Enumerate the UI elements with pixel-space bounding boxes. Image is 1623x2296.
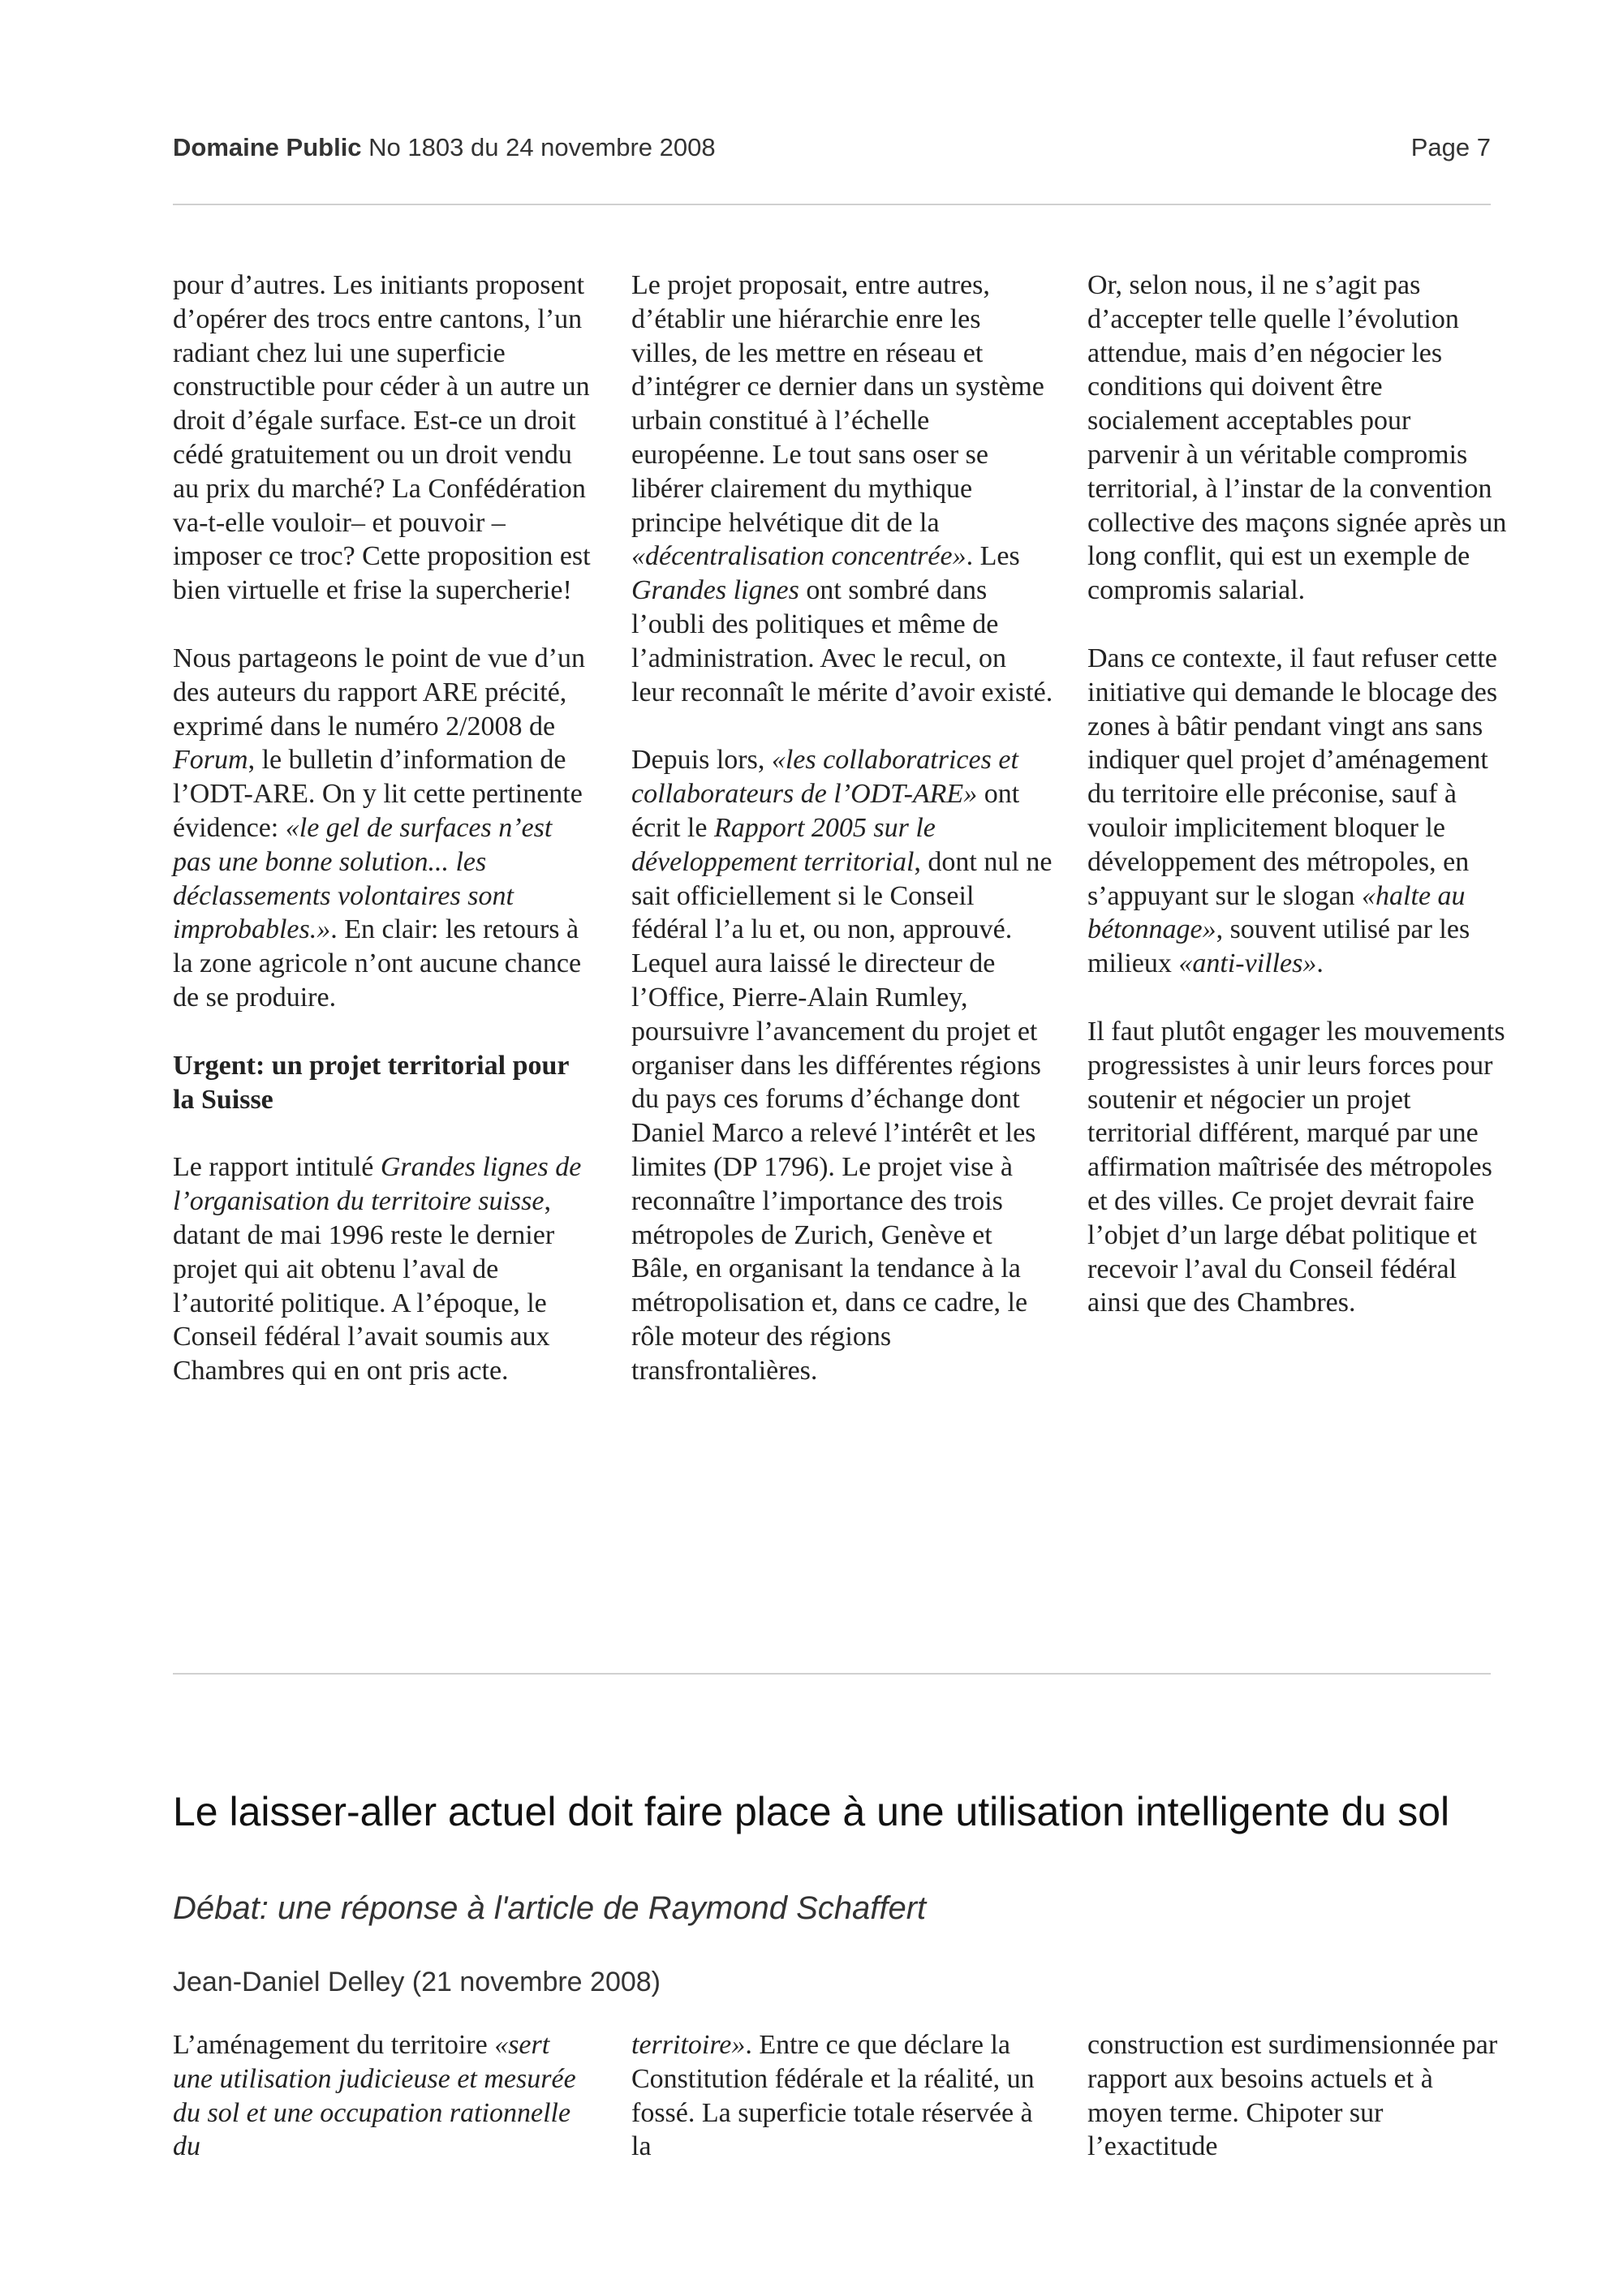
article2-column-1 (173, 2028, 595, 2164)
text-run: . Les (966, 541, 1020, 572)
article1-column-2 (631, 269, 1053, 1388)
paragraph (631, 269, 1053, 709)
text-run: . Entre ce que déclare la Constitution fédérale et la réalité, un fossé. La superficie totale réservée à la (631, 2030, 1035, 2162)
quotation: «anti-villes» (1178, 948, 1317, 979)
quotation: «le gel de surfaces n’est pas une bonne solution... les déclassements volontaires sont improbables.» (173, 812, 553, 945)
page-number: Page 7 (1410, 133, 1491, 161)
text-run: Le projet proposait, entre autres, d’établir une hiérarchie enre les villes, de les mettre en réseau et d’intégrer ce dernier dans un système urbain constitué à l’échelle européenne. Le tout sans oser se libérer clairement du mythique principe helvétique dit de la (631, 270, 1044, 538)
text-run: L’aménagement du territoire (173, 2030, 495, 2060)
article1-column-1 (173, 269, 595, 1388)
text-run: . En clair: les retours à la zone agricole n’ont aucune chance de se produire. (173, 914, 582, 1013)
paragraph (173, 642, 595, 1015)
article-title: Le laisser-aller actuel doit faire place à une utilisation intelligente du sol (173, 1789, 1450, 1834)
text-run: Le rapport intitulé (173, 1152, 381, 1183)
text-run: Dans ce contexte, il faut refuser cette initiative qui demande le blocage des zones à bâtir pendant vingt ans sans indiquer quel projet d’aménagement du territoire elle préconise, sauf à vouloir implicitement bloquer le développement des métropoles, en s’appuyant sur le slogan (1087, 643, 1498, 911)
report-title: Rapport 2005 sur le développement territorial (631, 812, 936, 877)
issue-info: No 1803 du 24 novembre 2008 (368, 133, 716, 161)
paragraph: pour d’autres. Les initiants proposent d’opérer des trocs entre cantons, l’un radiant chez lui une superficie constructible pour céder à un autre un droit d’égale surface. Est-ce un droit cédé gratuitement ou un droit vendu au prix du marché? La Confédération va-t-elle vouloir– et pouvoir – imposer ce troc? Cette proposition est bien virtuelle et frise la supercherie! (173, 270, 591, 606)
text-run: ont écrit le (631, 779, 1020, 843)
section-heading: Urgent: un projet territorial pour la Suisse (173, 1050, 569, 1115)
paragraph (631, 2028, 1053, 2164)
article-divider (173, 1673, 1491, 1675)
text-run: ont sombré dans l’oubli des politiques et même de l’administration. Avec le recul, on leur reconnaît le mérite d’avoir existé. (631, 575, 1053, 707)
article2-column-3 (1087, 2028, 1509, 2164)
paragraph (173, 2028, 595, 2164)
quotation: «sert une utilisation judicieuse et mesurée du sol et une occupation rationnelle du (173, 2030, 576, 2162)
paragraph (631, 743, 1053, 1387)
article2-column-2 (631, 2028, 1053, 2164)
header-divider (173, 204, 1491, 205)
quotation: «halte au bétonnage» (1087, 880, 1466, 945)
report-title: Grandes lignes (631, 575, 799, 606)
quotation: territoire» (631, 2030, 746, 2060)
text-run: , dont nul ne sait officiellement si le Conseil fédéral l’a lu et, ou non, approuvé. Lequel aura laissé le directeur de l’Office, Pierre-Alain Rumley, poursuivre l’avancement du projet et organiser dans les différentes régions du pays ces forums d’échange dont Daniel Marco a relevé l’intérêt et les limites (DP 1796). Le projet vise à reconnaître l’importance des trois métropoles de Zurich, Genève et Bâle, en organisant la tendance à la métropolisation et, dans ce cadre, le rôle moteur des régions transfrontalières. (631, 846, 1053, 1386)
quotation: «décentralisation concentrée» (631, 541, 966, 572)
publication-name: Domaine Public (173, 133, 362, 161)
text-run: , le bulletin d’information de l’ODT-ARE. On y lit cette pertinente évidence: (173, 745, 583, 843)
quotation: «les collaboratrices et collaborateurs de l’ODT-ARE» (631, 745, 1018, 810)
paragraph (1087, 642, 1509, 981)
paragraph (173, 1150, 595, 1388)
text-run: , souvent utilisé par les milieux (1087, 914, 1470, 979)
article1-column-3 (1087, 269, 1509, 1320)
page-header (173, 133, 1491, 174)
text-run: Nous partageons le point de vue d’un des auteurs du rapport ARE précité, exprimé dans le numéro 2/2008 de (173, 643, 585, 742)
article-byline: Jean-Daniel Delley (21 novembre 2008) (173, 1967, 661, 1997)
text-run: . (1316, 948, 1324, 979)
paragraph: Il faut plutôt engager les mouvements progressistes à unir leurs forces pour soutenir et négocier un projet territorial différent, marqué par une affirmation maîtrisée des métropoles et des villes. Ce projet devrait faire l’objet d’un large débat politique et recevoir l’aval du Conseil fédéral ainsi que des Chambres. (1087, 1016, 1505, 1318)
report-title: Grandes lignes de l’organisation du territoire suisse (173, 1152, 582, 1217)
paragraph: Or, selon nous, il ne s’agit pas d’accepter telle quelle l’évolution attendue, mais d’en négocier les conditions qui doivent être socialement acceptables pour parvenir à un véritable compromis territorial, à l’instar de la convention collective des maçons signée après un long conflit, qui est un exemple de compromis salarial. (1087, 270, 1507, 606)
text-run: , datant de mai 1996 reste le dernier projet qui ait obtenu l’aval de l’autorité politique. A l’époque, le Conseil fédéral l’avait soumis aux Chambres qui en ont pris acte. (173, 1186, 555, 1387)
text-run: Depuis lors, (631, 745, 772, 776)
article-subtitle: Débat: une réponse à l'article de Raymond Schaffert (173, 1890, 927, 1926)
publication-title: Forum (173, 745, 248, 776)
paragraph: construction est surdimensionnée par rapport aux besoins actuels et à moyen terme. Chipoter sur l’exactitude (1087, 2030, 1498, 2162)
